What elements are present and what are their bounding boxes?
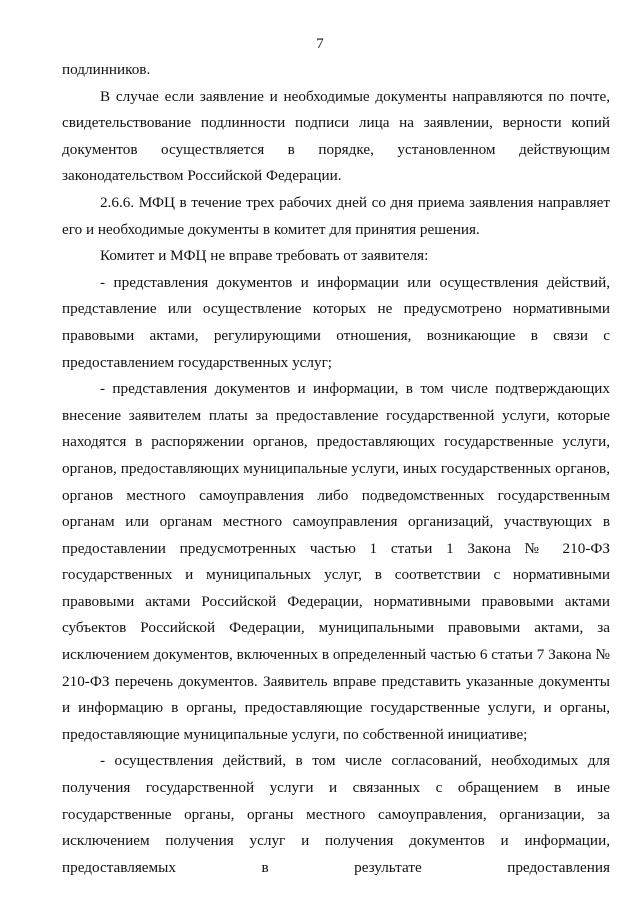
list-item-actions-approvals: - осуществления действий, в том числе согласований, необходимых для получения государственной услуги и связанных с обращением в иные государственные органы, органы местного самоуправления, организации, за исключением получения услуг и получения документов и информации, предоставляемых в результате предоставления <box>62 752 610 876</box>
paragraph-continuation: подлинников. <box>62 61 151 78</box>
document-body <box>62 57 610 881</box>
paragraph-postal-submission: В случае если заявление и необходимые документы направляются по почте, свидетельствование подлинности подписи лица на заявлении, верности копий документов осуществляется в порядке, установленном действующим законодательством Российской Федерации. <box>62 87 610 185</box>
page-number: 7 <box>316 36 324 52</box>
paragraph-prohibitions-intro: Комитет и МФЦ не вправе требовать от заявителя: <box>100 247 429 265</box>
paragraph-clause-2-6-6: 2.6.6. МФЦ в течение трех рабочих дней со дня приема заявления направляет его и необходимые документы в комитет для принятия решения. <box>62 193 610 238</box>
list-item-documents-not-required: - представления документов и информации или осуществления действий, представление или осуществление которых не предусмотрено нормативными правовыми актами, регулирующими отношения, возникающие в связи с предоставлением государственных услуг; <box>62 273 610 371</box>
list-item-documents-in-possession: - представления документов и информации, в том числе подтверждающих внесение заявителем платы за предоставление государственной услуги, которые находятся в распоряжении органов, предоставляющих государственные услуги, органов, предоставляющих муниципальные услуги, иных государственных органов, органов местного самоуправления либо подведомственных государственным органам или органам местного самоуправления организаций, участвующих в предоставлении предусмотренных частью 1 статьи 1 Закона № 210-ФЗ государственных и муниципальных услуг, в соответствии с нормативными правовыми актами Российской Федерации, нормативными правовыми актами субъектов Российской Федерации, муниципальными правовыми актами, за исключением документов, включенных в определенный частью 6 статьи 7 Закона № 210-ФЗ перечень документов. Заявитель вправе представить указанные документы и информацию в органы, предоставляющие государственные услуги, и органы, предоставляющие муниципальные услуги, по собственной инициативе; <box>62 380 610 743</box>
